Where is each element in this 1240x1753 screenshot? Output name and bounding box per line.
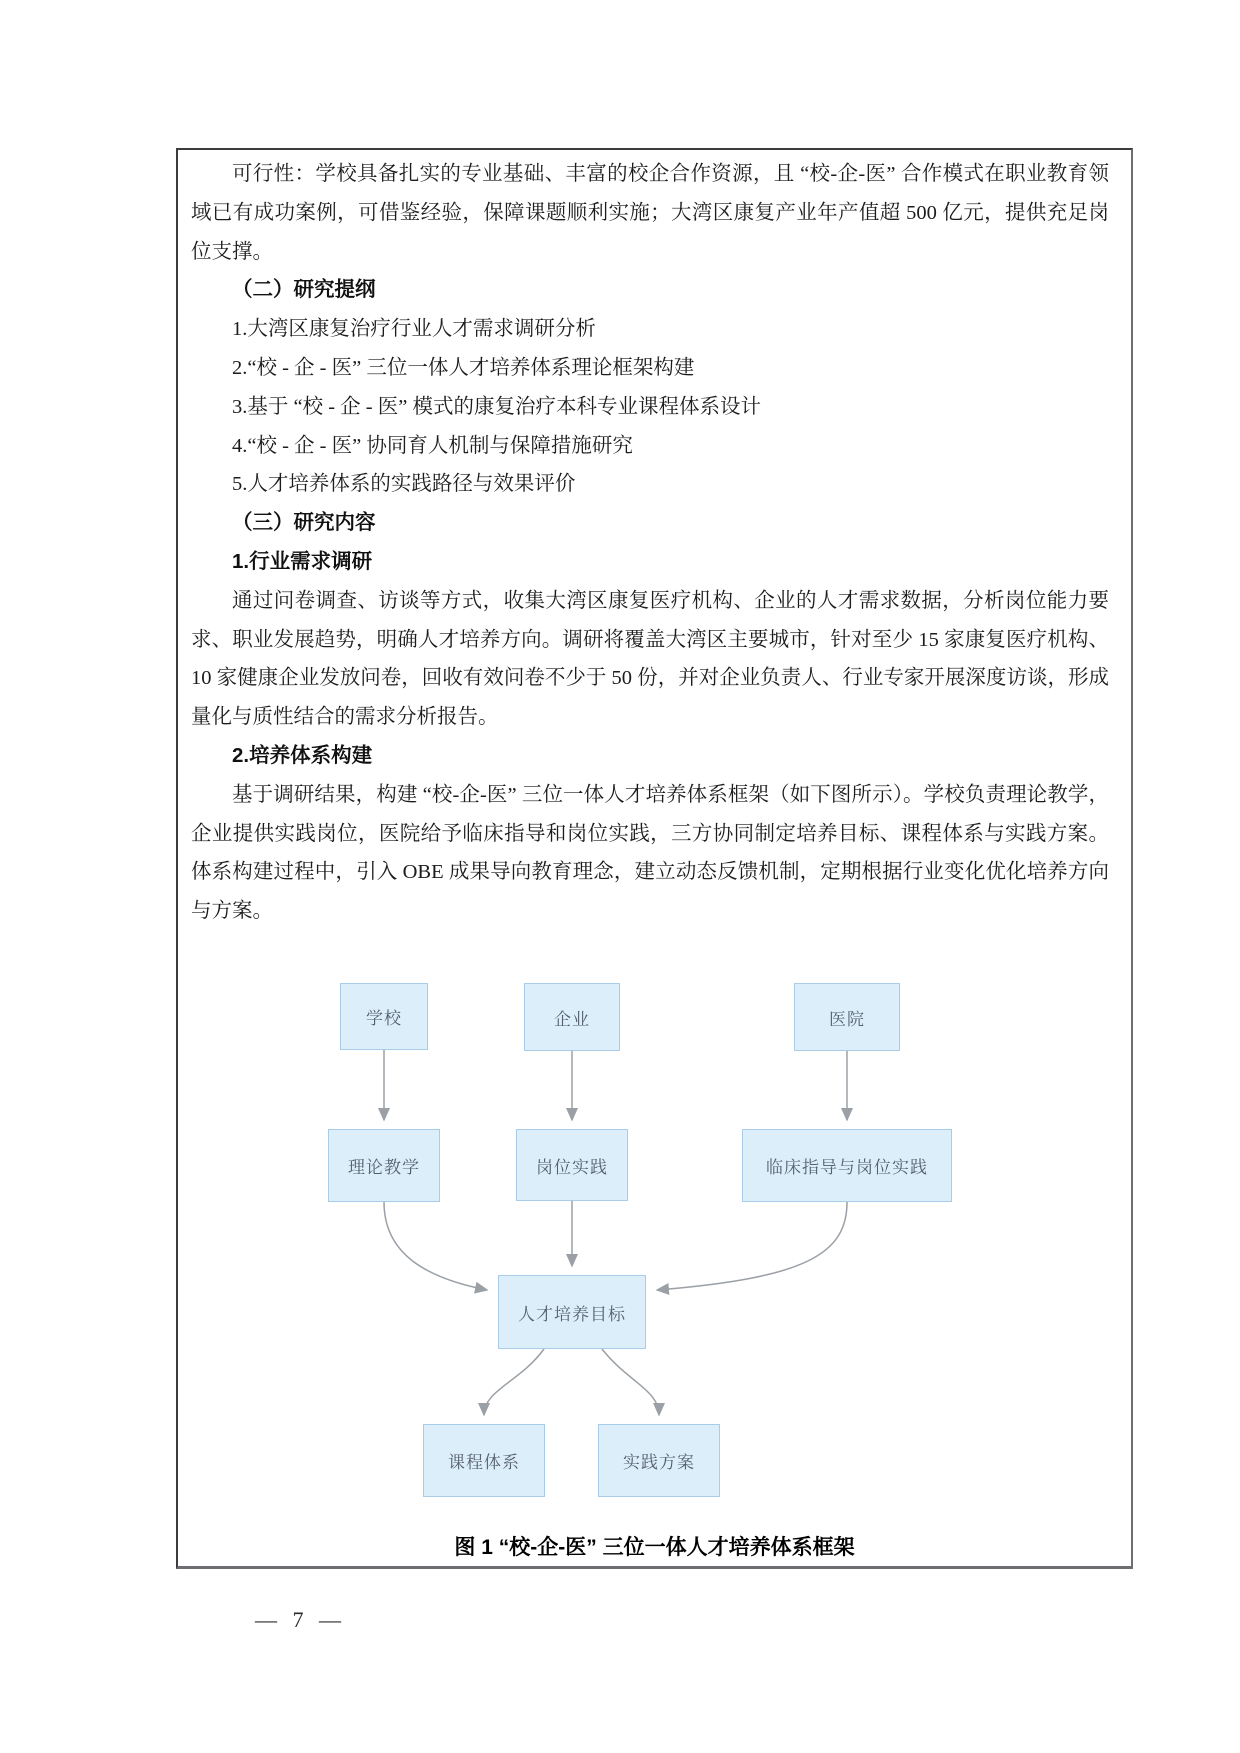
outline-item-2: 2.“校 - 企 - 医” 三位一体人才培养体系理论框架构建 — [232, 356, 695, 379]
flowchart-node-enterprise: 企业 — [524, 983, 620, 1051]
flowchart-node-school: 学校 — [340, 983, 428, 1050]
sub1-heading: 1.行业需求调研 — [232, 549, 373, 573]
flowchart-node-theory-teaching: 理论教学 — [328, 1129, 440, 1202]
outline-item-1: 1.大湾区康复治疗行业人才需求调研分析 — [232, 318, 596, 341]
feasibility-paragraph: 可行性：学校具备扎实的专业基础、丰富的校企合作资源，且 “校-企-医” 合作模式在职业教育领域已有成功案例，可借鉴经验，保障课题顺利实施；大湾区康复产业年产值超 500 亿元，提供充足岗位支撑。 — [191, 163, 1109, 263]
page-number: — 7 — — [255, 1607, 341, 1632]
flowchart-node-post-practice: 岗位实践 — [516, 1129, 628, 1201]
outline-item-4: 4.“校 - 企 - 医” 协同育人机制与保障措施研究 — [232, 434, 633, 457]
table-cell — [176, 148, 1133, 1569]
section3-heading: （三）研究内容 — [232, 511, 376, 535]
flowchart-node-practice-plan: 实践方案 — [598, 1424, 720, 1497]
flowchart-node-curriculum-system: 课程体系 — [423, 1424, 545, 1497]
sub2-paragraph: 基于调研结果，构建 “校-企-医” 三位一体人才培养体系框架（如下图所示）。学校负责理论教学，企业提供实践岗位，医院给予临床指导和岗位实践，三方协同制定培养目标、课程体系与实践方案。体系构建过程中，引入 OBE 成果导向教育理念，建立动态反馈机制，定期根据行业变化优化培养方向与方案。 — [191, 783, 1109, 923]
flowchart-node-hospital: 医院 — [794, 983, 900, 1051]
outline-item-5: 5.人才培养体系的实践路径与效果评价 — [232, 473, 576, 496]
figure-caption: 图 1 “校-企-医” 三位一体人才培养体系框架 — [454, 1536, 855, 1559]
flowchart-node-clinical-guidance: 临床指导与岗位实践 — [742, 1129, 952, 1202]
flowchart-node-training-goal: 人才培养目标 — [498, 1275, 646, 1349]
sub1-paragraph: 通过问卷调查、访谈等方式，收集大湾区康复医疗机构、企业的人才需求数据，分析岗位能力要求、职业发展趋势，明确人才培养方向。调研将覆盖大湾区主要城市，针对至少 15 家康复医疗机构、10 家健康企业发放问卷，回收有效问卷不少于 50 份，并对企业负责人、行业专家开展深度访谈，形成量化与质性结合的需求分析报告。 — [191, 589, 1109, 729]
sub2-heading: 2.培养体系构建 — [232, 743, 373, 767]
outline-item-3: 3.基于 “校 - 企 - 医” 模式的康复治疗本科专业课程体系设计 — [232, 395, 761, 418]
text-block — [178, 150, 1131, 931]
section2-heading: （二）研究提纲 — [232, 278, 376, 302]
